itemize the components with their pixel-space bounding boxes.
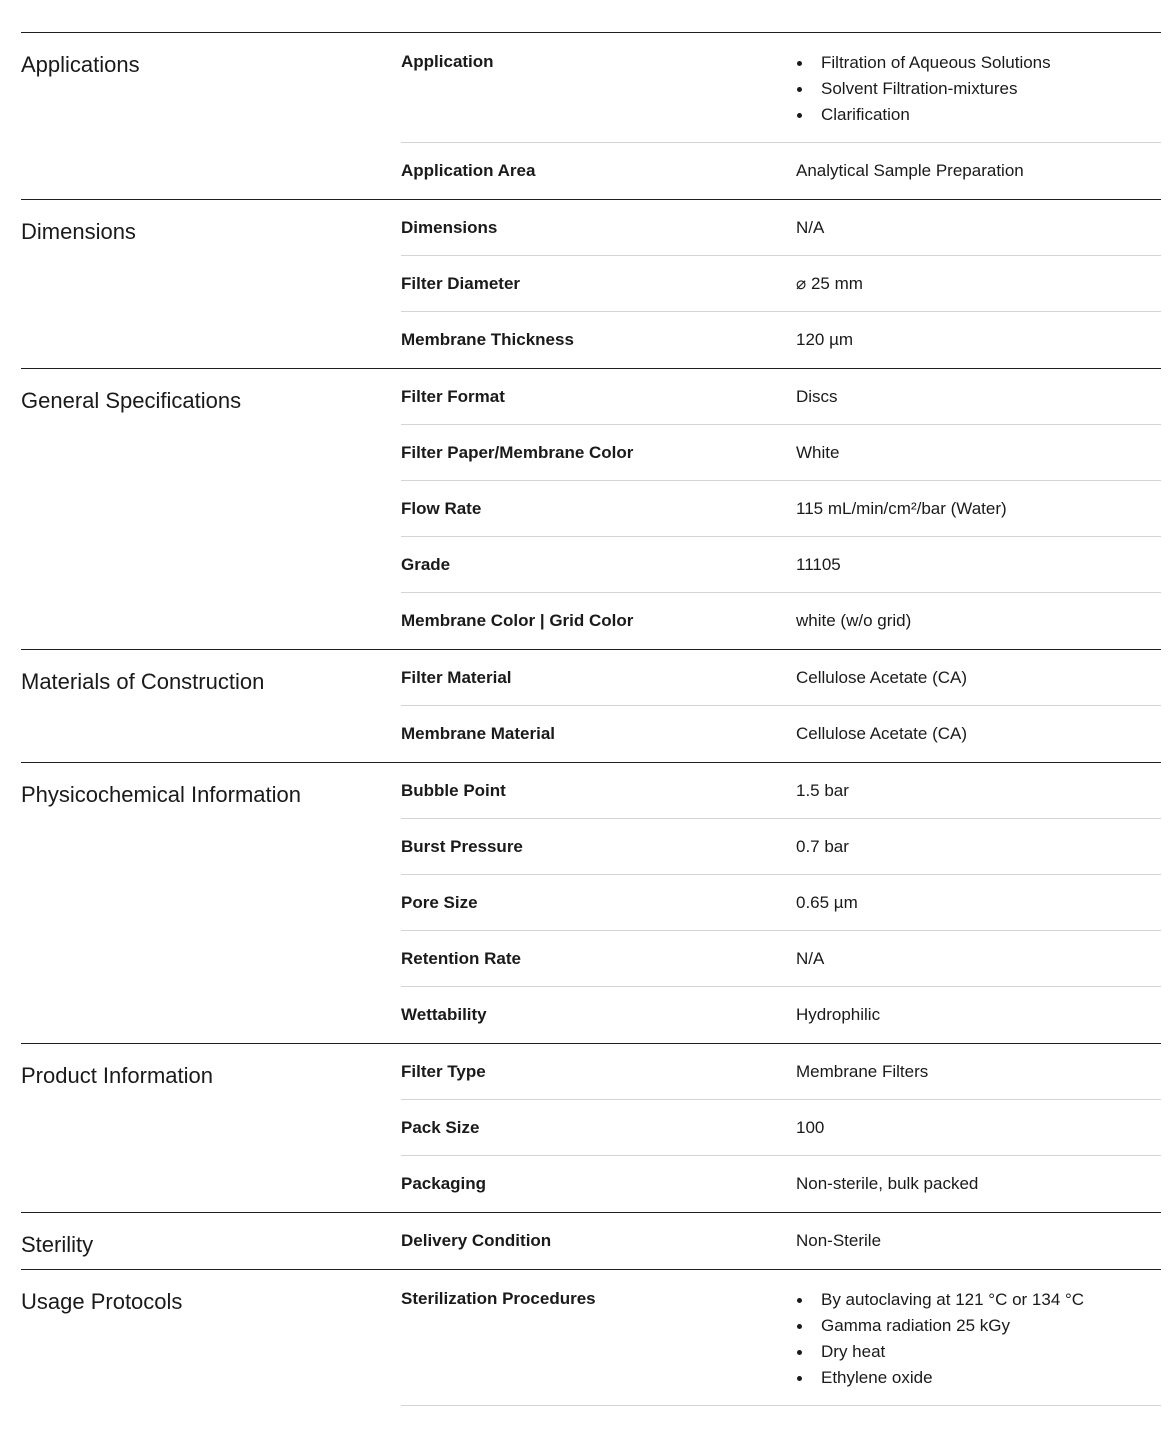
- spec-value: Non-sterile, bulk packed: [796, 1174, 979, 1193]
- spec-value: Cellulose Acetate (CA): [796, 668, 968, 687]
- spec-row: [401, 537, 1161, 593]
- spec-label: Delivery Condition: [401, 1231, 552, 1250]
- spec-label: Filter Type: [401, 1062, 486, 1081]
- spec-row: [401, 706, 1161, 762]
- spec-value: 120 µm: [796, 330, 854, 349]
- spec-row: [401, 143, 1161, 199]
- spec-label: Flow Rate: [401, 499, 482, 518]
- bullet-list: [796, 1287, 1161, 1391]
- spec-group-title: Sterility: [21, 1232, 94, 1257]
- spec-row: [401, 312, 1161, 368]
- spec-label: Pore Size: [401, 893, 478, 912]
- spec-value-list: [796, 33, 1161, 142]
- spec-value: 1.5 bar: [796, 781, 849, 800]
- spec-group-title: Applications: [21, 52, 140, 77]
- spec-row: [401, 33, 1161, 143]
- spec-label: Filter Material: [401, 668, 512, 687]
- spec-label: Wettability: [401, 1005, 487, 1024]
- spec-row: [401, 1156, 1161, 1212]
- spec-value: N/A: [796, 218, 825, 237]
- spec-group-title: General Specifications: [21, 388, 242, 413]
- spec-label: Burst Pressure: [401, 837, 523, 856]
- spec-group-rows: [401, 763, 1161, 1043]
- spec-value: 0.7 bar: [796, 837, 849, 856]
- spec-value: Membrane Filters: [796, 1062, 929, 1081]
- spec-label: Pack Size: [401, 1118, 480, 1137]
- bullet-list-item: Filtration of Aqueous Solutions: [796, 50, 1161, 76]
- spec-row: [401, 1213, 1161, 1269]
- spec-row: [401, 256, 1161, 312]
- spec-label: Dimensions: [401, 218, 498, 237]
- spec-value: 11105: [796, 555, 841, 574]
- spec-group-rows: [401, 33, 1161, 199]
- spec-value: Discs: [796, 387, 838, 406]
- spec-value-list: [796, 1270, 1161, 1405]
- spec-group-title: Product Information: [21, 1063, 213, 1088]
- spec-label: Filter Format: [401, 387, 505, 406]
- spec-value: White: [796, 443, 840, 462]
- spec-value: 0.65 µm: [796, 893, 858, 912]
- spec-label: Grade: [401, 555, 451, 574]
- bullet-list-item: Clarification: [796, 102, 1161, 128]
- spec-group-title: Physicochemical Information: [21, 782, 302, 807]
- spec-row: [401, 875, 1161, 931]
- spec-label: Membrane Color | Grid Color: [401, 611, 634, 630]
- spec-row: [401, 819, 1161, 875]
- bullet-list-item: Dry heat: [796, 1339, 1161, 1365]
- spec-group-sterility: [21, 1213, 1161, 1270]
- bullet-list: [796, 50, 1161, 128]
- spec-label: Packaging: [401, 1174, 487, 1193]
- spec-value: white (w/o grid): [796, 611, 912, 630]
- spec-value: 115 mL/min/cm²/bar (Water): [796, 499, 1007, 518]
- spec-row: [401, 1270, 1161, 1406]
- bullet-list-item: Gamma radiation 25 kGy: [796, 1313, 1161, 1339]
- spec-group-rows: [401, 650, 1161, 762]
- spec-row: [401, 763, 1161, 819]
- spec-value: Cellulose Acetate (CA): [796, 724, 968, 743]
- spec-row: [401, 1100, 1161, 1156]
- spec-value: ⌀ 25 mm: [796, 274, 863, 293]
- spec-label: Membrane Thickness: [401, 330, 574, 349]
- spec-group-usage-protocols: [21, 1270, 1161, 1406]
- spec-label: Retention Rate: [401, 949, 521, 968]
- spec-label: Filter Paper/Membrane Color: [401, 443, 634, 462]
- spec-group-title: Dimensions: [21, 219, 136, 244]
- spec-group-title: Materials of Construction: [21, 669, 265, 694]
- spec-label: Application Area: [401, 161, 536, 180]
- spec-row: [401, 481, 1161, 537]
- spec-row: [401, 200, 1161, 256]
- spec-group-rows: [401, 1213, 1161, 1269]
- spec-label: Filter Diameter: [401, 274, 521, 293]
- spec-value: Non-Sterile: [796, 1231, 882, 1250]
- spec-row: [401, 650, 1161, 706]
- spec-label: Bubble Point: [401, 781, 506, 800]
- spec-group-materials-of-construction: [21, 650, 1161, 763]
- spec-value: 100: [796, 1118, 825, 1137]
- spec-group-rows: [401, 1044, 1161, 1212]
- spec-row: [401, 1044, 1161, 1100]
- spec-group-applications: [21, 33, 1161, 200]
- bullet-list-item: Solvent Filtration-mixtures: [796, 76, 1161, 102]
- spec-row: [401, 987, 1161, 1043]
- spec-group-dimensions: [21, 200, 1161, 369]
- spec-value: Analytical Sample Preparation: [796, 161, 1024, 180]
- specifications-table: [21, 32, 1161, 1406]
- bullet-list-item: Ethylene oxide: [796, 1365, 1161, 1391]
- spec-label: Application: [401, 52, 494, 71]
- spec-group-general-specifications: [21, 369, 1161, 650]
- spec-row: [401, 369, 1161, 425]
- spec-group-product-information: [21, 1044, 1161, 1213]
- spec-group-rows: [401, 1270, 1161, 1406]
- spec-group-rows: [401, 369, 1161, 649]
- spec-row: [401, 931, 1161, 987]
- spec-label: Sterilization Procedures: [401, 1289, 596, 1308]
- spec-group-rows: [401, 200, 1161, 368]
- spec-group-title: Usage Protocols: [21, 1289, 183, 1314]
- bullet-list-item: By autoclaving at 121 °C or 134 °C: [796, 1287, 1161, 1313]
- spec-group-physicochemical-information: [21, 763, 1161, 1044]
- spec-row: [401, 593, 1161, 649]
- spec-value: N/A: [796, 949, 825, 968]
- spec-value: Hydrophilic: [796, 1005, 881, 1024]
- spec-row: [401, 425, 1161, 481]
- spec-label: Membrane Material: [401, 724, 555, 743]
